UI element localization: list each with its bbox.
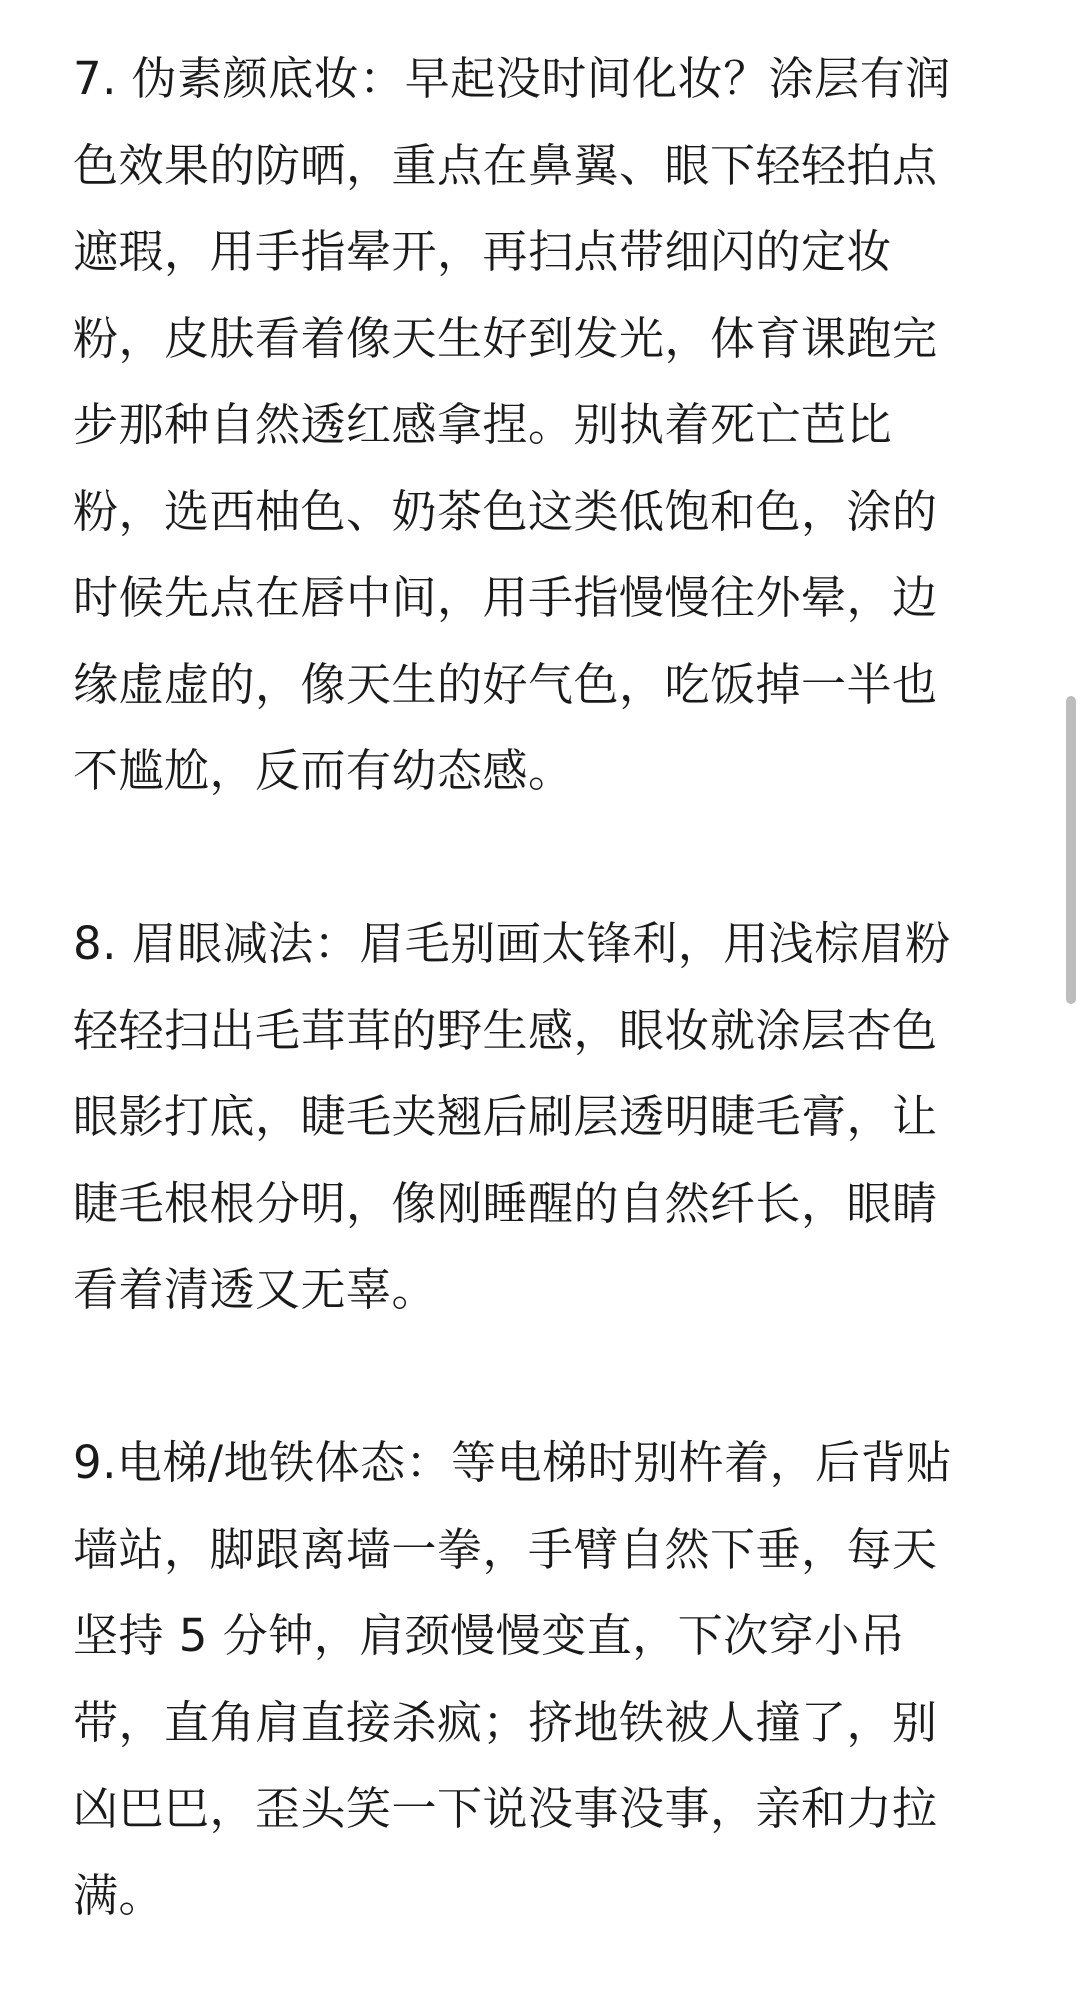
text-line: 轻轻扫出毛茸茸的野生感，眼妆就涂层杏色 [73, 1003, 938, 1057]
text-line: 墙站，脚跟离墙一拳，手臂自然下垂，每天 [73, 1522, 938, 1576]
text-line: 8. 眉眼减法：眉毛别画太锋利，用浅棕眉粉 [73, 917, 951, 970]
vertical-scrollbar[interactable] [1060, 0, 1080, 1993]
text-line: 7. 伪素颜底妆：早起没时间化妆？涂层有润 [73, 52, 951, 105]
text-line: 步那种自然透红感拿捏。别执着死亡芭比 [73, 398, 893, 451]
text-line: 睫毛根根分明，像刚睡醒的自然纤长，眼睛 [73, 1176, 938, 1230]
text-line: 9.电梯/地铁体态：等电梯时别杵着，后背贴 [73, 1436, 952, 1489]
text-line: 坚持 5 分钟，肩颈慢慢变直，下次穿小吊 [73, 1609, 906, 1662]
text-line: 看着清透又无辜。 [73, 1263, 438, 1316]
paragraph-posture-tips [73, 1420, 1008, 1939]
scrollbar-thumb[interactable] [1066, 696, 1076, 1004]
paragraph-brow-eye-tips [73, 901, 1008, 1334]
text-line: 时候先点在唇中间，用手指慢慢往外晕，边 [73, 571, 938, 624]
text-line: 不尴尬，反而有幼态感。 [73, 744, 574, 797]
text-line: 满。 [73, 1868, 165, 1922]
text-line: 色效果的防晒，重点在鼻翼、眼下轻轻拍点 [73, 138, 938, 192]
article-body [73, 36, 1008, 1939]
text-line: 粉，皮肤看着像天生好到发光，体育课跑完 [73, 311, 938, 365]
paragraph-foundation-tips [73, 36, 1008, 815]
text-line: 凶巴巴，歪头笑一下说没事没事，亲和力拉 [73, 1782, 938, 1835]
text-line: 带，直角肩直接杀疯；挤地铁被人撞了，别 [73, 1695, 938, 1749]
text-line: 遮瑕，用手指晕开，再扫点带细闪的定妆 [73, 225, 893, 278]
text-line: 眼影打底，睫毛夹翘后刷层透明睫毛膏，让 [73, 1090, 938, 1143]
text-line: 缘虚虚的，像天生的好气色，吃饭掉一半也 [73, 657, 938, 711]
text-line: 粉，选西柚色、奶茶色这类低饱和色，涂的 [73, 484, 938, 538]
